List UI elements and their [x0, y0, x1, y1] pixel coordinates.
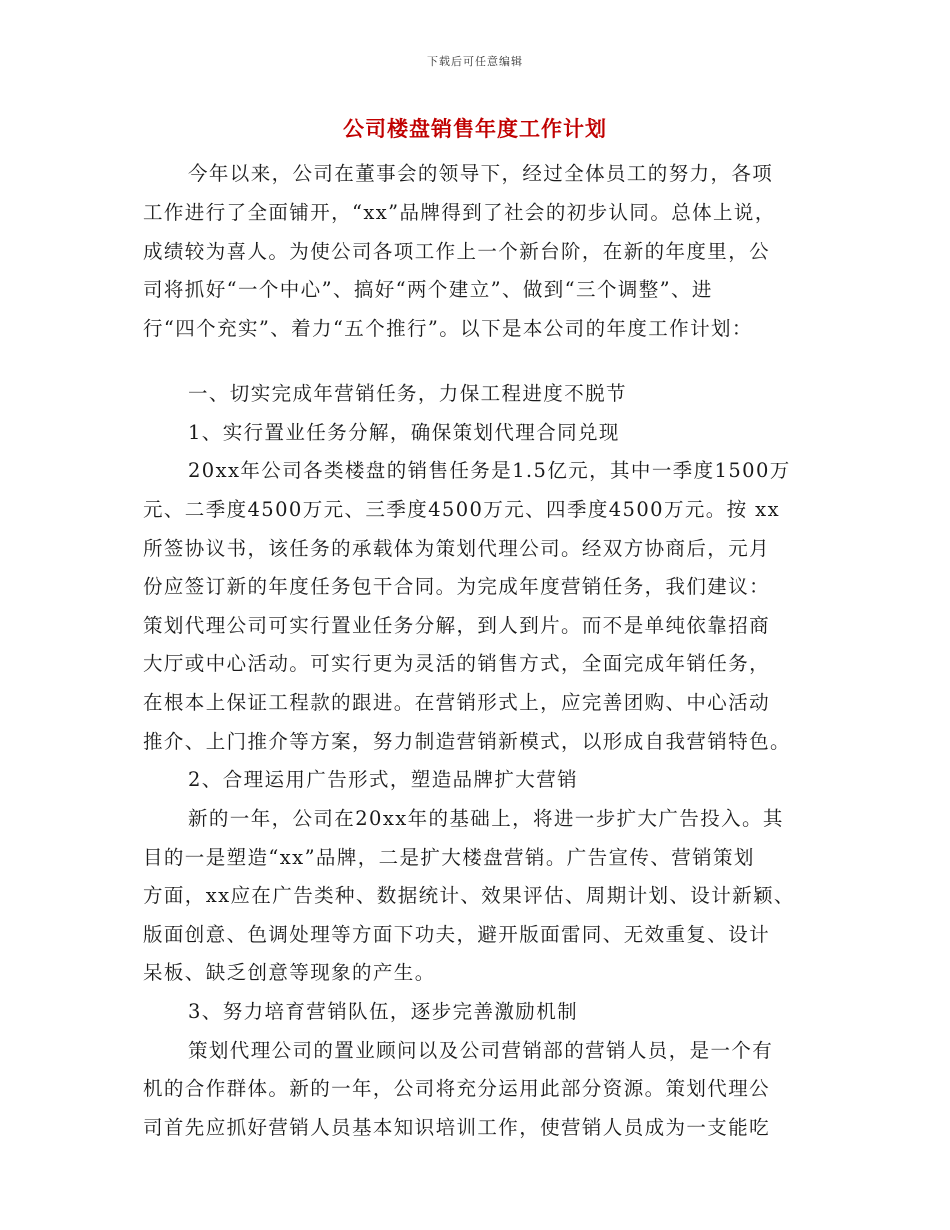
- body-line: 新的一年，公司在20xx年的基础上，将进一步扩大广告投入。其: [188, 807, 784, 830]
- body-line: 行“四个充实”、着力“五个推行”。以下是本公司的年度工作计划：: [143, 317, 753, 340]
- document-title: 公司楼盘销售年度工作计划: [343, 116, 607, 141]
- body-line: 方面，xx应在广告类种、数据统计、效果评估、周期计划、设计新颖、: [143, 884, 795, 907]
- body-line: 今年以来，公司在董事会的领导下，经过全体员工的努力，各项: [188, 162, 774, 185]
- body-line: 成绩较为喜人。为使公司各项工作上一个新台阶，在新的年度里，公: [143, 240, 771, 263]
- body-line: 司首先应抓好营销人员基本知识培训工作，使营销人员成为一支能吃: [143, 1116, 771, 1139]
- body-line: 策划代理公司的置业顾问以及公司营销部的营销人员，是一个有: [188, 1039, 774, 1062]
- body-line: 机的合作群体。新的一年，公司将充分运用此部分资源。策划代理公: [143, 1077, 771, 1100]
- header-note: 下载后可任意编辑: [427, 55, 523, 68]
- body-line: 版面创意、色调处理等方面下功夫，避开版面雷同、无效重复、设计: [143, 923, 771, 946]
- body-line: 目的一是塑造“xx”品牌，二是扩大楼盘营销。广告宣传、营销策划: [143, 846, 755, 869]
- body-line: 呆板、缺乏创意等现象的产生。: [143, 961, 436, 984]
- body-line: 策划代理公司可实行置业任务分解，到人到片。而不是单纯依靠招商: [143, 614, 771, 637]
- section-heading: 一、切实完成年营销任务，力保工程进度不脱节: [188, 382, 627, 405]
- subsection-heading: 3、努力培育营销队伍，逐步完善激励机制: [188, 1000, 579, 1023]
- body-line: 大厅或中心活动。可实行更为灵活的销售方式，全面完成年销任务，: [143, 652, 771, 675]
- body-line: 推介、上门推介等方案，努力制造营销新模式，以形成自我营销特色。: [143, 730, 791, 753]
- subsection-heading: 1、实行置业任务分解，确保策划代理合同兑现: [188, 421, 620, 444]
- body-line: 在根本上保证工程款的跟进。在营销形式上，应完善团购、中心活动: [143, 691, 771, 714]
- body-line: 份应签订新的年度任务包干合同。为完成年度营销任务，我们建议：: [143, 575, 771, 598]
- body-line: 工作进行了全面铺开，“xx”品牌得到了社会的初步认同。总体上说，: [143, 201, 776, 224]
- body-line: 元、二季度4500万元、三季度4500万元、四季度4500万元。按 xx: [143, 498, 780, 521]
- body-line: 司将抓好“一个中心”、搞好“两个建立”、做到“三个调整”、进: [143, 278, 713, 301]
- body-line: 20xx年公司各类楼盘的销售任务是1.5亿元，其中一季度1500万: [188, 459, 791, 482]
- subsection-heading: 2、合理运用广告形式，塑造品牌扩大营销: [188, 768, 579, 791]
- body-line: 所签协议书，该任务的承载体为策划代理公司。经双方协商后，元月: [143, 537, 771, 560]
